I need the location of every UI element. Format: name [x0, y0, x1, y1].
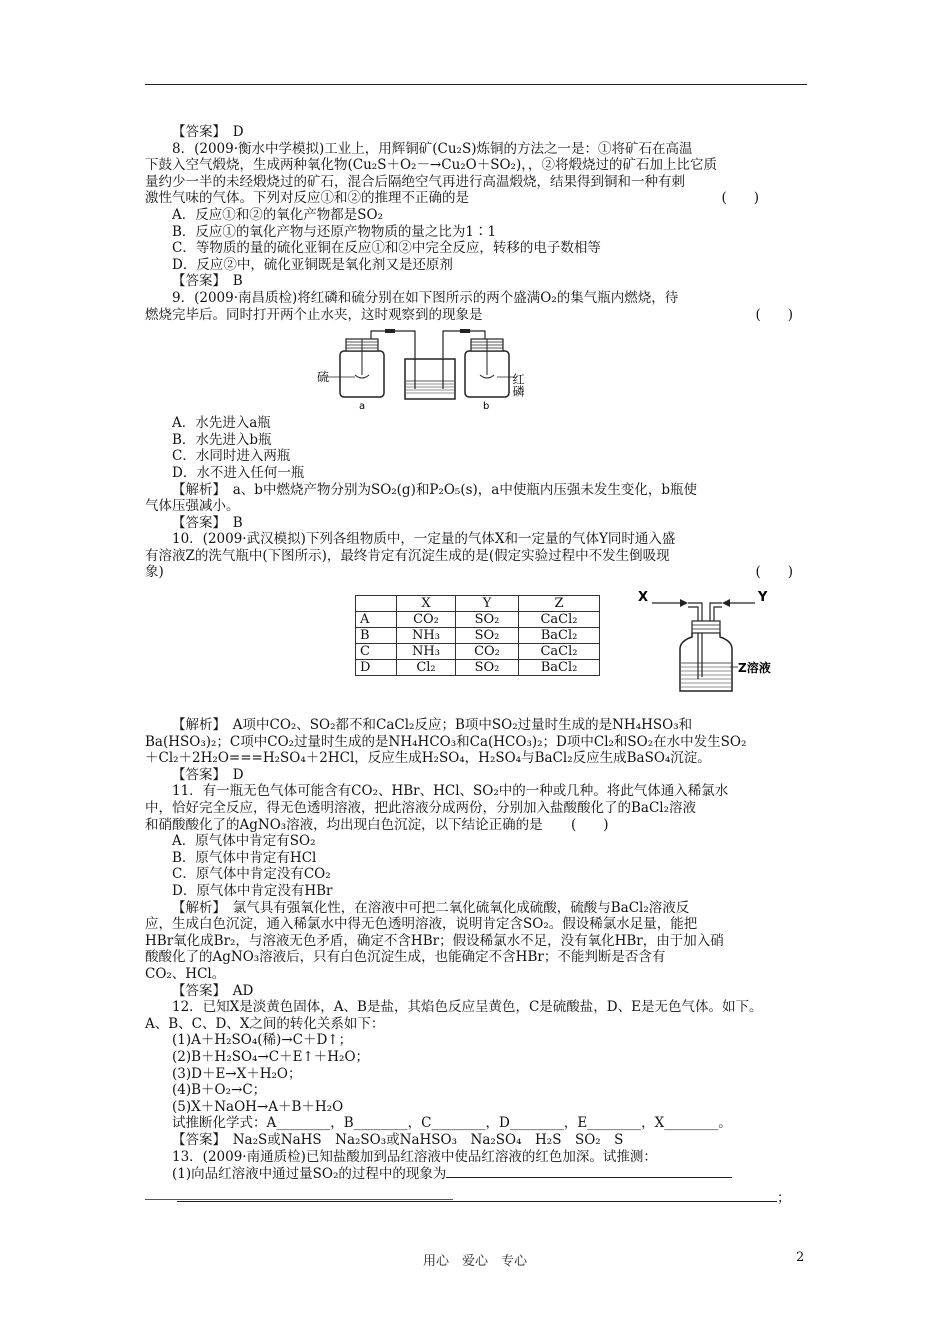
- q8-line: 量约少一半的未经煅烧过的矿石，混合后隔绝空气再进行高温煅烧，结果得到铜和一种有刺: [145, 173, 685, 190]
- answer-8: 【答案】 B: [172, 273, 243, 290]
- q12-reaction-2: (2)B＋H₂SO₄→C＋E↑＋H₂O；: [172, 1048, 370, 1065]
- answer-11: 【答案】 AD: [172, 982, 254, 999]
- answer-blank: [446, 1165, 732, 1178]
- footnote-rule: [145, 1199, 453, 1200]
- answer-9: 【答案】 B: [172, 514, 243, 531]
- table-header-cell: Y: [456, 596, 519, 612]
- table-row: [356, 660, 600, 676]
- analysis-10-cont: Ba(HSO₃)₂；C项中CO₂过量时生成的是NH₄HCO₃和Ca(HCO₃)₂；D项中Cl₂和SO₂在水中发生SO₂: [145, 733, 747, 750]
- answer-12: 【答案】 Na₂S或NaHS Na₂SO₃或NaHSO₃ Na₂SO₄ H₂S SO₂ S: [172, 1131, 624, 1148]
- analysis-11-cont: CO₂、HCl。: [145, 965, 226, 982]
- table-cell: A: [356, 612, 397, 628]
- gas-bottles-diagram: [315, 329, 535, 411]
- q11-option-b: B．原气体中肯定有HCl: [172, 849, 317, 866]
- q9-apparatus-figure: [145, 329, 807, 411]
- label-gas-y: Y: [758, 590, 768, 606]
- q8-option-a: A．反应①和②的氧化产物都是SO₂: [172, 206, 383, 223]
- analysis-9-cont: 气体压强减小。: [145, 498, 240, 515]
- q8-option-d: D．反应②中，硫化亚铜既是氧化剂又是还原剂: [172, 256, 453, 273]
- q9-line: [145, 307, 807, 324]
- q13-line: 13．(2009·南通质检)已知盐酸加到品红溶液中使品红溶液的红色加深。试推测：: [172, 1148, 657, 1165]
- table-cell: SO₂: [456, 612, 519, 628]
- wash-bottle-diagram: [630, 587, 780, 697]
- analysis-9: 【解析】 a、b中燃烧产物分别为SO₂(g)和P₂O₅(s)，a中使瓶内压强未发生变化，b瓶使: [172, 481, 697, 498]
- q11-line: 11．有一瓶无色气体可能含有CO₂、HBr、HCl、SO₂中的一种或几种。将此气体通入稀氯水: [172, 783, 729, 800]
- q8-option-c: C．等物质的量的硫化亚铜在反应①和②中完全反应，转移的电子数相等: [172, 240, 601, 257]
- table-cell: CO₂: [397, 612, 456, 628]
- q10-options-table: [355, 595, 600, 676]
- q11-stem-end: 和硝酸酸化了的AgNO₃溶液，均出现白色沉淀，以下结论正确的是: [145, 816, 543, 833]
- q12-line: A、B、C、D、X之间的转化关系如下：: [145, 1015, 385, 1032]
- q13-part-1-text: (1)向品红溶液中通过量SO₂的过程中的现象为: [172, 1166, 447, 1183]
- q11-line: [145, 817, 807, 834]
- analysis-11: 【解析】 氯气具有强氧化性，在溶液中可把二氧化硫氧化成硫酸，硫酸与BaCl₂溶液反: [172, 899, 690, 916]
- table-cell: CaCl₂: [519, 644, 600, 660]
- label-bottle-b: b: [483, 401, 490, 412]
- q13-part-1-cont: [145, 1189, 807, 1207]
- analysis-11-cont: 应，生成白色沉淀，通入稀氯水中得无色透明溶液，说明肯定含SO₂。假设稀氯水足量，能把: [145, 916, 698, 933]
- q12-line: 12．已知X是淡黄色固体，A、B是盐，其焰色反应呈黄色，C是硫酸盐，D、E是无色气体。如下。: [172, 999, 763, 1016]
- q9-stem-end: 燃烧完毕后。同时打开两个止水夹，这时观察到的现象是: [145, 306, 483, 323]
- q10-line: 有溶液Z的洗气瓶中(下图所示)，最终肯定有沉淀生成的是(假定实验过程中不发生倒吸现: [145, 547, 670, 564]
- q8-option-b: B．反应①的氧化产物与还原产物物质的量之比为1∶1: [172, 223, 497, 240]
- table-row: [356, 644, 600, 660]
- analysis-10-cont: ＋Cl₂＋2H₂O===H₂SO₄＋2HCl，反应生成H₂SO₄，H₂SO₄与BaCl₂反应生成BaSO₄沉淀。: [145, 750, 711, 767]
- header-rule: [145, 84, 807, 85]
- q9-line: 9．(2009·南昌质检)将红磷和硫分别在如下图所示的两个盛满O₂的集气瓶内燃烧，待: [172, 289, 679, 306]
- answer-7: 【答案】 D: [172, 124, 244, 140]
- q10-answer-slot: ( ): [755, 564, 793, 581]
- q10-line: 10．(2009·武汉模拟)下列各组物质中，一定量的气体X和一定量的气体Y同时通入盛: [172, 531, 676, 548]
- q12-reaction-5: (5)X＋NaOH→A＋B＋H₂O: [172, 1098, 344, 1115]
- q8-line: 8．(2009·衡水中学模拟)工业上，用辉铜矿(Cu₂S)炼铜的方法之一是：①将矿石在高温: [172, 140, 693, 157]
- table-header-cell: [356, 596, 397, 612]
- table-row: [356, 612, 600, 628]
- q9-option-b: B．水先进入b瓶: [172, 431, 272, 448]
- table-cell: CO₂: [456, 644, 519, 660]
- q12-reaction-3: (3)D＋E→X＋H₂O；: [172, 1065, 302, 1082]
- table-cell: CaCl₂: [519, 612, 600, 628]
- q9-option-d: D．水不进入任何一瓶: [172, 464, 305, 481]
- q8-line: [145, 190, 807, 207]
- table-header-cell: X: [397, 596, 456, 612]
- table-cell: D: [356, 660, 397, 676]
- label-bottle-a: a: [359, 401, 366, 412]
- analysis-11-cont: HBr氧化成Br₂，与溶液无色矛盾，确定不含HBr；假设稀氯水不足，没有氧化HBr，由于加入硝: [145, 932, 724, 949]
- table-cell: BaCl₂: [519, 660, 600, 676]
- q11-option-c: C．原气体中肯定没有CO₂: [172, 866, 331, 883]
- table-cell: SO₂: [456, 660, 519, 676]
- answer-10: 【答案】 D: [172, 766, 244, 783]
- q9-answer-slot: ( ): [755, 306, 793, 323]
- page-footer: 用心 爱心 专心: [422, 1254, 527, 1269]
- q11-answer-slot: ( ): [570, 816, 609, 833]
- table-row: [356, 628, 600, 644]
- page-body: [145, 124, 807, 1206]
- table-cell: C: [356, 644, 397, 660]
- q11-option-a: A．原气体中肯定有SO₂: [172, 833, 316, 850]
- semicolon: ；: [777, 1189, 791, 1206]
- q12-reaction-1: (1)A＋H₂SO₄(稀)→C＋D↑；: [172, 1032, 353, 1049]
- q10-line: [145, 564, 807, 581]
- analysis-10: 【解析】 A项中CO₂、SO₂都不和CaCl₂反应；B项中SO₂过量时生成的是NH₄HSO₃和: [172, 717, 693, 734]
- q12-blanks: 试推断化学式：A________，B________，C________，D________，E________，X________。: [172, 1115, 732, 1132]
- label-solution-z: Z溶液: [738, 661, 771, 676]
- q9-option-c: C．水同时进入两瓶: [172, 448, 291, 465]
- q9-option-a: A．水先进入a瓶: [172, 415, 271, 432]
- label-red-phosphorus: 红磷: [511, 373, 525, 398]
- table-cell: Cl₂: [397, 660, 456, 676]
- q10-stem-end: 象): [145, 564, 164, 581]
- q8-stem-end: 激性气味的气体。下列对反应①和②的推理不正确的是: [145, 190, 469, 207]
- q8-line: 下鼓入空气煅烧，生成两种氧化物(Cu₂S＋O₂－→Cu₂O＋SO₂)，，②将煅烧过的矿石加上比它质: [145, 157, 717, 174]
- q11-line: 中，恰好完全反应，得无色透明溶液，把此溶液分成两份，分别加入盐酸酸化了的BaCl₂溶液: [145, 800, 697, 817]
- q11-option-d: D．原气体中肯定没有HBr: [172, 883, 333, 899]
- label-gas-x: X: [638, 590, 649, 606]
- page-number: 2: [796, 1250, 805, 1265]
- table-cell: NH₃: [397, 628, 456, 644]
- table-cell: SO₂: [456, 628, 519, 644]
- table-cell: BaCl₂: [519, 628, 600, 644]
- table-header-cell: Z: [519, 596, 600, 612]
- table-cell: NH₃: [397, 644, 456, 660]
- q10-figure: [145, 589, 807, 717]
- q8-answer-slot: ( ): [721, 190, 759, 207]
- label-sulfur: 硫: [317, 370, 330, 385]
- q13-part-1: [145, 1165, 807, 1183]
- q12-reaction-4: (4)B＋O₂→C；: [172, 1082, 267, 1099]
- analysis-11-cont: 酸酸化了的AgNO₃溶液后，只有白色沉淀生成，也能确定不含HBr；不能判断是否含有: [145, 949, 666, 966]
- table-header-row: [356, 596, 600, 612]
- table-cell: B: [356, 628, 397, 644]
